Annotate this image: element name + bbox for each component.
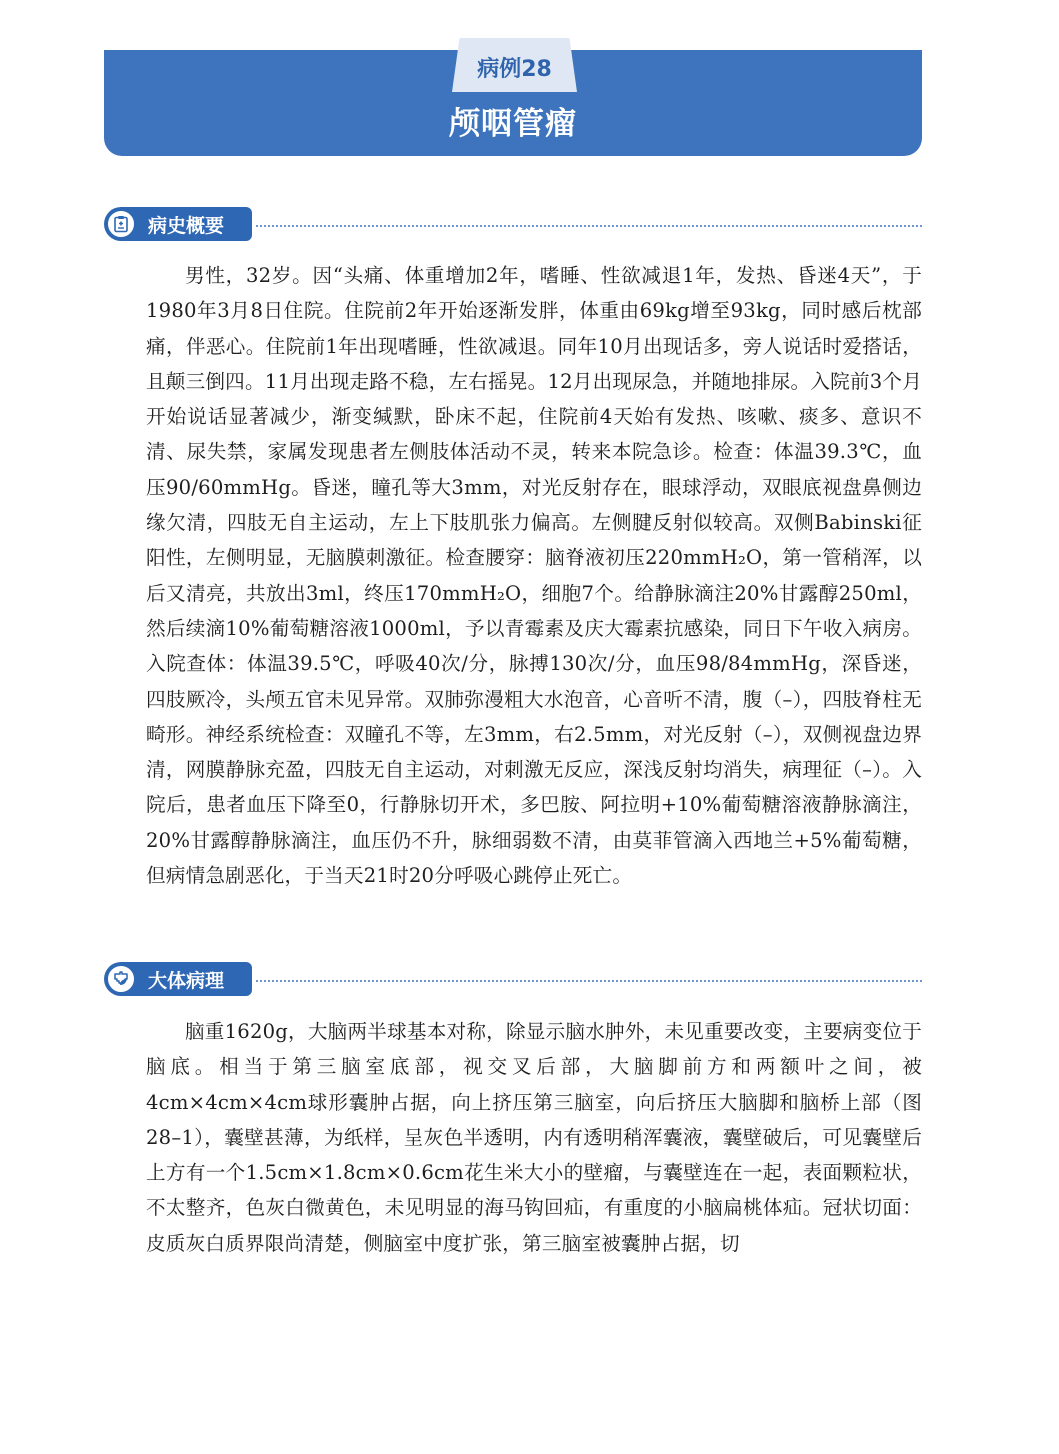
dotted-divider (256, 980, 922, 982)
gross-pathology-paragraph: 脑重1620g，大脑两半球基本对称，除显示脑水肿外，未见重要改变，主要病变位于脑底。相当于第三脑室底部，视交叉后部，大脑脚前方和两额叶之间，被4cm×4cm×4cm球形囊肿占据，向上挤压第三脑室，向后挤压大脑脚和脑桥上部（图28–1），囊壁甚薄，为纸样，呈灰色半透明，内有透明稍浑囊液，囊壁破后，可见囊壁后上方有一个1.5cm×1.8cm×0.6cm花生米大小的壁瘤，与囊壁连在一起，表面颗粒状，不太整齐，色灰白微黄色，未见明显的海马钩回疝，有重度的小脑扁桃体疝。冠状切面：皮质灰白质界限尚清楚，侧脑室中度扩张，第三脑室被囊肿占据，切 (146, 1020, 922, 1255)
case-title: 颅咽管瘤 (449, 106, 577, 142)
dotted-divider (256, 225, 922, 227)
section-heading-label: 病史概要 (148, 215, 225, 237)
section-heading-history (104, 207, 922, 241)
case-number: 病例28 (477, 57, 552, 82)
clipboard-icon (106, 209, 136, 239)
section-heading-label: 大体病理 (148, 970, 225, 992)
history-paragraph: 男性，32岁。因“头痛、体重增加2年，嗜睡、性欲减退1年，发热、昏迷4天”，于1980年3月8日住院。住院前2年开始逐渐发胖，体重由69kg增至93kg，同时感后枕部痛，伴恶心。住院前1年出现嗜睡，性欲减退。同年10月出现话多，旁人说话时爱搭话，且颠三倒四。11月出现走路不稳，左右摇晃。12月出现尿急，并随地排尿。入院前3个月开始说话显著减少，渐变缄默，卧床不起，住院前4天始有发热、咳嗽、痰多、意识不清、尿失禁，家属发现患者左侧肢体活动不灵，转来本院急诊。检查：体温39.3℃，血压90/60mmHg。昏迷，瞳孔等大3mm，对光反射存在，眼球浮动，双眼底视盘鼻侧边缘欠清，四肢无自主运动，左上下肢肌张力偏高。左侧腱反射似较高。双侧Babinski征阳性，左侧明显，无脑膜刺激征。检查腰穿：脑脊液初压220mmH₂O，第一管稍浑，以后又清亮，共放出3ml，终压170mmH₂O，细胞7个。给静脉滴注20%甘露醇250ml，然后续滴10%葡萄糖溶液1000ml，予以青霉素及庆大霉素抗感染，同日下午收入病房。入院查体：体温39.5℃，呼吸40次/分，脉搏130次/分，血压98/84mmHg，深昏迷，四肢厥冷，头颅五官未见异常。双肺弥漫粗大水泡音，心音听不清，腹（–），四肢脊柱无畸形。神经系统检查：双瞳孔不等，左3mm，右2.5mm，对光反射（–），双侧视盘边界清，网膜静脉充盈，四肢无自主运动，对刺激无反应，深浅反射均消失，病理征（–）。入院后，患者血压下降至0，行静脉切开术，多巴胺、阿拉明+10%葡萄糖溶液静脉滴注，20%甘露醇静脉滴注，血压仍不升，脉细弱数不清，由莫菲管滴入西地兰+5%葡萄糖，但病情急剧恶化，于当天21时20分呼吸心跳停止死亡。 (146, 264, 922, 888)
microscope-leaf-icon (106, 964, 136, 994)
section-heading-gross-pathology (104, 962, 922, 996)
